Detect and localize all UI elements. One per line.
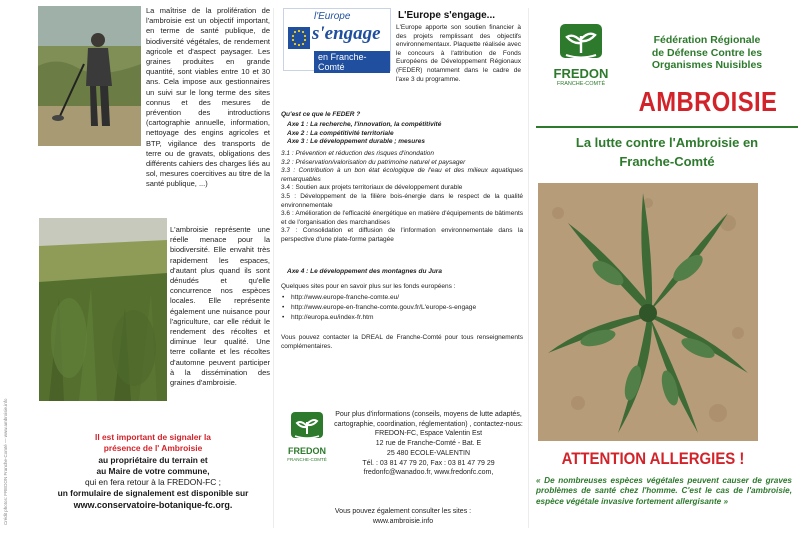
contact-intro: Pour plus d'informations (conseils, moyens de lutte adaptés, cartographie, coordination, réglementation) , contactez-nous: — [334, 411, 523, 428]
ambrosia-plant-photo — [538, 183, 758, 441]
ambrosia-field-photo — [39, 218, 167, 401]
also-sites-label: Vous pouvez également consulter les sites : — [334, 508, 472, 515]
measure-item: 3.5 : Développement de la filière bois-énergie dans le respect de la qualité environnementale — [281, 192, 523, 209]
url-list — [281, 293, 523, 323]
axe-item: Axe 3 : Le développement durable ; mesures — [287, 138, 425, 146]
measure-item: 3.4 : Soutien aux projets territoriaux de développement durable — [281, 184, 463, 192]
left-panel — [33, 0, 273, 533]
contact-address-2: 25 480 ECOLE-VALENTIN — [386, 449, 471, 457]
eu-intro-paragraph: L'Europe apporte son soutien financier à des projets remplissant des objectifs environnementaux. Plaquette réalisée avec le concours à l'attribution de Fonds Européens de Développement Régionaux (FEDER) notamment dans le cadre de l'axe 3 du programme. — [396, 24, 521, 83]
fredon-main-name: FREDON — [553, 66, 609, 81]
contact-phone: Tél. : 03 81 47 79 20, Fax : 03 81 47 79 29 — [362, 459, 495, 467]
contact-email[interactable]: fredonfc@wanadoo.fr, www.fredonfc.com, — [363, 469, 494, 477]
right-panel — [528, 0, 800, 533]
fredon-small-name: FREDON — [288, 446, 326, 456]
threat-paragraph: L'ambroisie représente une réelle menace pour la biodiversité. Elle envahit très rapidement les espaces, d'autant plus quand ils sont dénudés et qu'elle concurrence nos espèces locales. Elle représente également une nuisance pour l'agriculture, car elle réduit le rendement des récoltes et diminue leur qualité. Une terre collante et les récoltes d'automne peuvent participer à la dissémination des graines d'ambroisie. — [170, 225, 270, 388]
measure-item: 3.1 : Prévention et réduction des risques d'inondation — [281, 150, 435, 157]
axes-list — [287, 121, 521, 147]
measures-list — [281, 150, 523, 265]
intro-paragraph: La maîtrise de la prolifération de l'ambroisie est un objectif important, en terme de santé publique, de biodiversité végétales, de rendement agricole et d'aspect paysager. Les graines produites en grande quantité, sont viables entre 10 et 30 ans. Cela impose aux gestionnaires un suivi sur le long terme des sites connus et des mesures de prévention des introductions (cartographie annuelle, information, nettoyage des engins agricoles et BTP, vigilance des transports de terre ou de gravats, obligations des différents cahiers des charges liés au sol, mesures coercitives au titre de la santé publique, ...) — [146, 6, 270, 189]
federation-line-2: de Défense Contre les — [651, 46, 763, 59]
contact-address-1: 12 rue de Franche-Comté - Bat. E — [375, 440, 482, 448]
signal-red-line-2: présence de l' Ambroisie — [103, 443, 203, 454]
eu-url-link[interactable]: • http://www.europe-en-franche-comte.gouv.fr/L'europe-s-engage — [281, 303, 523, 313]
subtitle-line-1: La lutte contre l'Ambroisie en — [575, 135, 759, 150]
eu-logo-top-text: l'Europe — [314, 11, 351, 22]
signal-line-4: un formulaire de signalement est disponible sur — [57, 488, 249, 499]
subtitle — [536, 133, 798, 171]
measure-item: 3.2 : Préservation/valorisation du patrimoine naturel et paysager — [281, 158, 466, 166]
federation-line-1: Fédération Régionale — [653, 34, 761, 46]
fredon-small-sub: FRANCHE-COMTÉ — [287, 457, 327, 462]
signal-url[interactable]: www.conservatoire-botanique-fc.org. — [73, 499, 233, 510]
axe-item: Axe 1 : La recherche, l'innovation, la compétitivité — [287, 121, 442, 128]
photo-credit-vertical: Crédit photos: FREDON Franche-Comté — www.ambroisie.info — [3, 398, 8, 525]
also-sites-block — [283, 507, 523, 526]
contact-block — [331, 410, 526, 478]
federation-line-3: Organismes Nuisibles — [651, 59, 763, 71]
axe-item: Axe 2 : La compétitivité territoriale — [287, 129, 394, 137]
fredon-main-sub: FRANCHE-COMTÉ — [556, 81, 606, 87]
feder-question: Qu'est ce que le FEDER ? — [281, 111, 361, 118]
signal-red-line-1: Il est important de signaler la — [95, 432, 211, 442]
signal-block — [53, 432, 253, 511]
subtitle-line-2: Franche-Comté — [619, 154, 715, 169]
middle-panel — [273, 0, 528, 533]
eu-url-link[interactable]: • http://www.europe-franche-comte.eu/ — [281, 293, 523, 303]
signal-line-3: qui en fera retour à la FREDON-FC ; — [85, 477, 221, 488]
dreal-paragraph: Vous pouvez contacter la DREAL de Franche-Comté pour tous renseignements complémentaires. — [281, 334, 523, 350]
allergy-quote: « De nombreuses espèces végétales peuvent causer de graves problèmes de santé chez l'homme. C'est le cas de l'ambroisie, espèce végétale invasive fortement allergisante » — [536, 476, 792, 506]
contact-org: FREDON-FC, Espace Valentin Est — [374, 430, 483, 438]
attention-allergies: ATTENTION ALLERGIES ! — [561, 449, 745, 468]
axe-4: Axe 4 : Le développement des montagnes du Jura — [287, 268, 442, 275]
eu-url-link[interactable]: • http://europa.eu/index-fr.htm — [281, 313, 523, 323]
eu-heading: L'Europe s'engage... — [398, 10, 495, 21]
fredon-small-logo — [281, 410, 333, 470]
measure-item: 3.6 : Amélioration de l'efficacité énergétique en matière d'équipements de bâtiments et de l'organisation des marchandises — [281, 210, 523, 226]
federation-name — [618, 34, 796, 72]
sites-intro: Quelques sites pour en savoir plus sur les fonds européens : — [281, 283, 456, 290]
header-box-divider — [536, 126, 798, 128]
fredon-main-logo — [546, 22, 616, 92]
eu-logo-region-text: en Franche-Comté — [314, 51, 390, 73]
ambroisie-info-link[interactable]: www.ambroisie.info — [372, 517, 434, 525]
signal-line-2: au Maire de votre commune, — [96, 465, 210, 476]
measure-item: 3.3 : Contribution à un bon état écologique de l'eau et des milieux aquatiques remarquables — [281, 167, 523, 183]
eu-logo-main-text: s'engage — [312, 23, 381, 44]
main-title: AMBROISIE — [638, 86, 778, 117]
measure-item: 3.7 : Consolidation et diffusion de l'information environnementale dans la perspective d'une plate-forme partagée — [281, 227, 523, 243]
signal-line-1: au propriétaire du terrain et — [98, 454, 208, 465]
